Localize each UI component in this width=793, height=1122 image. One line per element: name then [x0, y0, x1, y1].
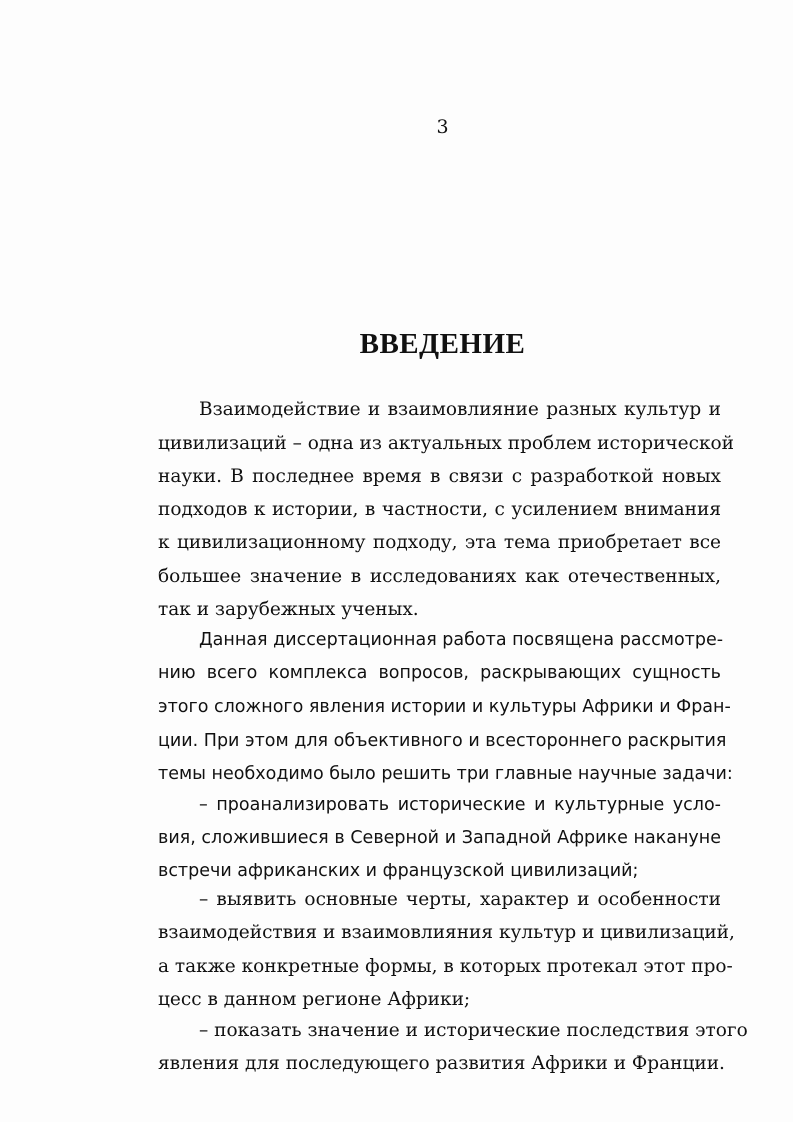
text-line: Взаимодействие и взаимовлияние разных культур и: [199, 399, 721, 420]
text-line: цивилизаций – одна из актуальных проблем исторической: [158, 433, 734, 454]
text-line: встречи африканских и французской цивилизаций;: [158, 861, 639, 881]
text-line: подходов к истории, в частности, с усилением внимания: [158, 499, 721, 520]
text-line: темы необходимо было решить три главные научные задачи:: [158, 764, 733, 784]
text-line: вия, сложившиеся в Северной и Западной Африке накануне: [158, 828, 721, 848]
text-line: явления для последующего развития Африки и Франции.: [158, 1053, 725, 1074]
text-line: большее значение в исследованиях как отечественных,: [158, 566, 721, 587]
page-title: ВВЕДЕНИЕ: [359, 328, 526, 360]
text-line: так и зарубежных ученых.: [158, 599, 419, 620]
text-line: к цивилизационному подходу, эта тема приобретает все: [158, 532, 721, 553]
text-line: науки. В последнее время в связи с разработкой новых: [158, 466, 721, 487]
page-number: 3: [436, 116, 449, 138]
list-item: – проанализировать исторические и культурные усло-: [199, 795, 721, 815]
text-line: Данная диссертационная работа посвящена рассмотре-: [199, 630, 724, 650]
text-line: цесс в данном регионе Африки;: [158, 989, 471, 1010]
list-item: – выявить основные черты, характер и особенности: [199, 889, 721, 910]
text-line: взаимодействия и взаимовлияния культур и цивилизаций,: [158, 922, 735, 943]
text-line: ции. При этом для объективного и всестороннего раскрытия: [158, 731, 727, 751]
list-item: – показать значение и исторические последствия этого: [199, 1020, 748, 1041]
text-line: а также конкретные формы, в которых протекал этот про-: [158, 956, 733, 977]
text-line: нию всего комплекса вопросов, раскрывающих сущность: [158, 663, 721, 683]
text-line: этого сложного явления истории и культуры Африки и Фран-: [158, 697, 731, 717]
